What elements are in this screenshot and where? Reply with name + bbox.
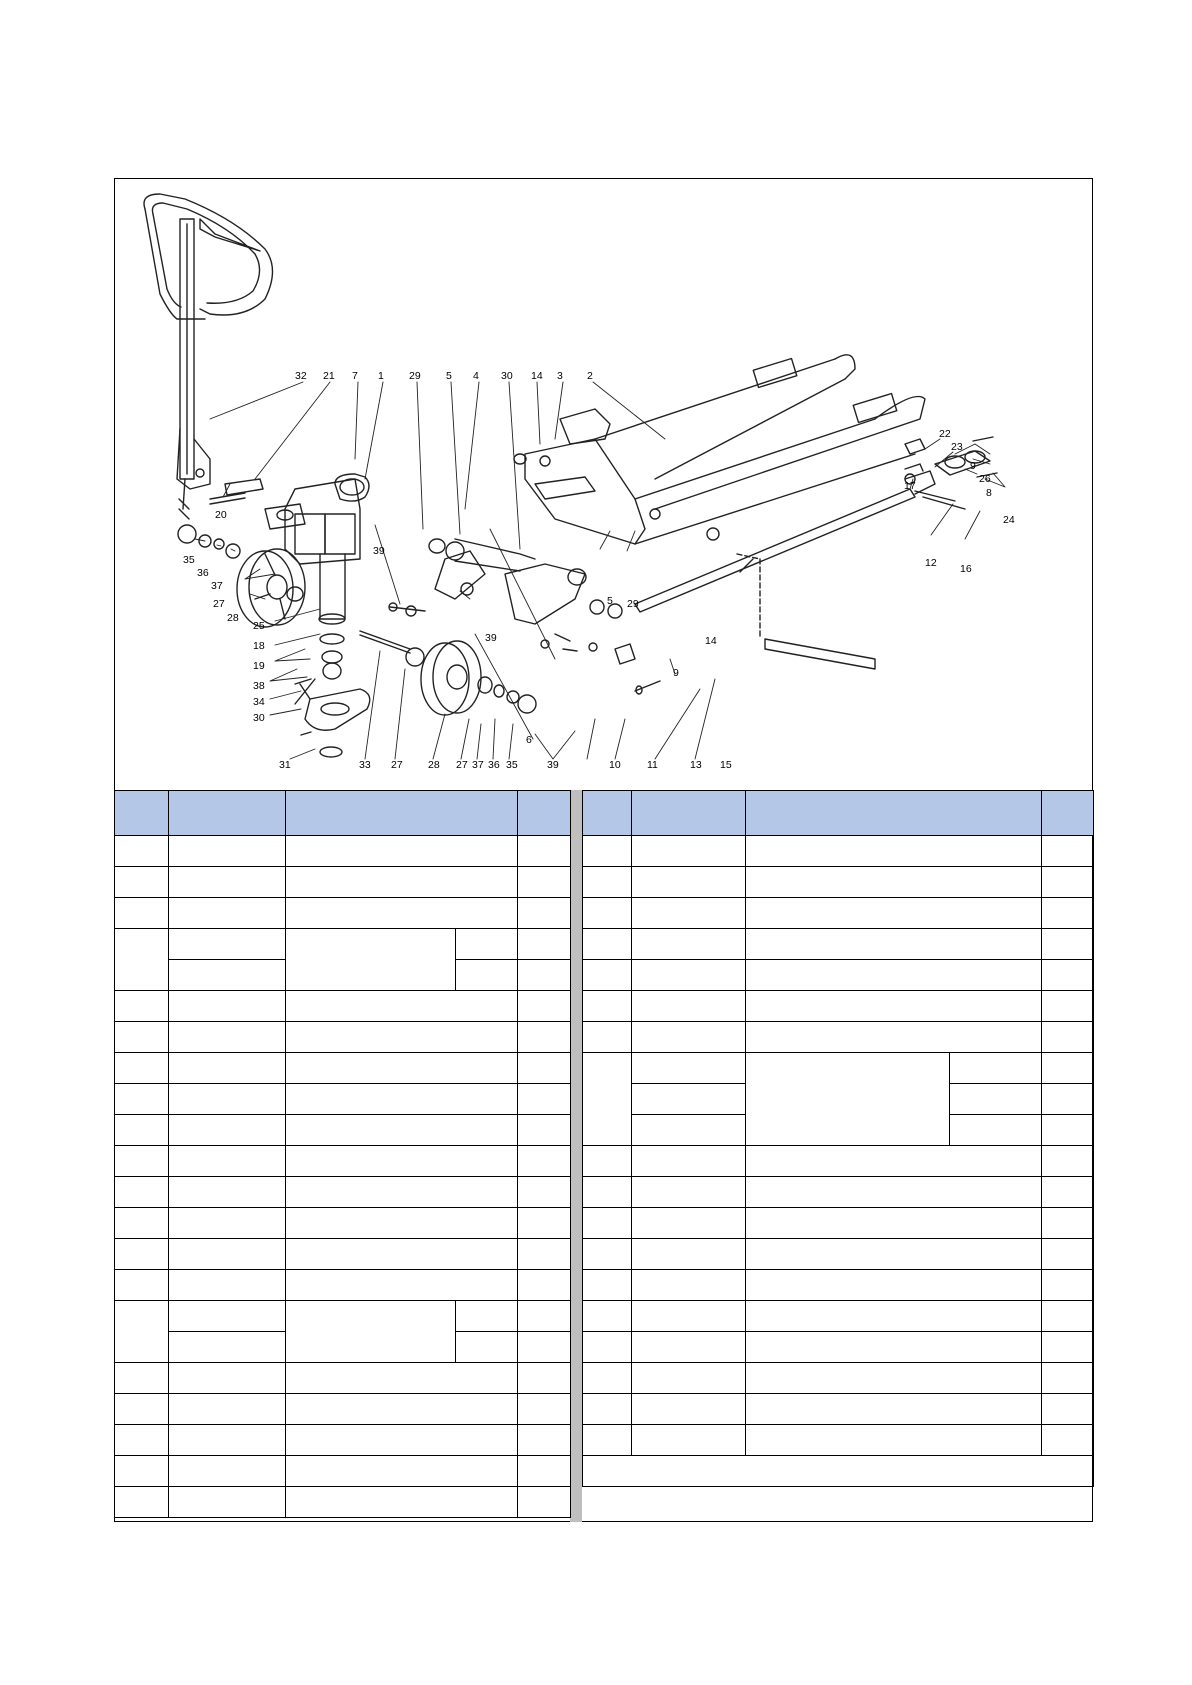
- table-cell: [115, 898, 169, 929]
- table-cell: [746, 960, 1042, 991]
- callout-label: 3: [557, 370, 563, 382]
- table-cell: [169, 1301, 286, 1332]
- table-cell: [286, 1115, 518, 1146]
- table-cell: [632, 1270, 746, 1301]
- header-cell: [1042, 791, 1094, 836]
- table-cell: [169, 1053, 286, 1084]
- header-cell: [169, 791, 286, 836]
- table-row: [583, 1394, 1094, 1425]
- table-cell: [169, 1208, 286, 1239]
- table-cell: [286, 991, 518, 1022]
- callout-label: 15: [720, 759, 732, 771]
- callout-labels: [183, 370, 1015, 771]
- table-cell: [115, 1301, 169, 1363]
- table-cell: [583, 1053, 632, 1146]
- callout-label: 28: [227, 612, 239, 624]
- table-cell: [286, 1363, 518, 1394]
- table-cell: [1042, 867, 1094, 898]
- table-cell: [286, 1456, 518, 1487]
- parts-table-left: [114, 790, 571, 1518]
- table-cell: [746, 1425, 1042, 1456]
- callout-label: 14: [705, 635, 717, 647]
- table-cell: [169, 929, 286, 960]
- table-cell: [286, 1208, 518, 1239]
- callout-label: 5: [446, 370, 452, 382]
- table-cell: [583, 1425, 632, 1456]
- callout-label: 38: [253, 680, 265, 692]
- table-cell: [746, 1363, 1042, 1394]
- table-cell: [169, 836, 286, 867]
- leader-lines: [195, 382, 1005, 759]
- table-cell: [286, 898, 518, 929]
- table-cell: [1042, 898, 1094, 929]
- table-row: [583, 929, 1094, 960]
- table-cell: [115, 1425, 169, 1456]
- callout-label: 36: [488, 759, 500, 771]
- table-cell: [746, 1239, 1042, 1270]
- table-cell: [950, 1115, 1042, 1146]
- table-cell: [632, 1363, 746, 1394]
- table-cell: [1042, 1239, 1094, 1270]
- callout-label: 10: [609, 759, 621, 771]
- table-cell: [286, 1301, 456, 1363]
- table-cell: [456, 960, 518, 991]
- callout-label: 37: [211, 580, 223, 592]
- table-cell: [746, 1022, 1042, 1053]
- table-cell: [169, 1456, 286, 1487]
- table-cell: [286, 1394, 518, 1425]
- table-row: [583, 1146, 1094, 1177]
- table-row: [115, 1425, 571, 1456]
- table-cell: [632, 1084, 746, 1115]
- callout-label: 39: [547, 759, 559, 771]
- callout-label: 27: [391, 759, 403, 771]
- callout-label: 6: [526, 734, 532, 746]
- table-cell: [115, 1208, 169, 1239]
- table-cell: [169, 1146, 286, 1177]
- table-cell: [583, 1394, 632, 1425]
- table-cell: [632, 1053, 746, 1084]
- table-row: [115, 898, 571, 929]
- table-cell: [456, 1301, 518, 1332]
- table-row: [583, 960, 1094, 991]
- table-cell: [583, 1208, 632, 1239]
- table-cell: [583, 867, 632, 898]
- table-row: [583, 836, 1094, 867]
- table-row: [583, 1425, 1094, 1456]
- table-cell: [518, 1332, 571, 1363]
- table-cell: [1042, 1115, 1094, 1146]
- callout-label: 32: [295, 370, 307, 382]
- table-row: [115, 1022, 571, 1053]
- table-cell: [169, 1363, 286, 1394]
- callout-label: 13: [690, 759, 702, 771]
- table-cell: [632, 1146, 746, 1177]
- table-cell: [518, 1208, 571, 1239]
- table-cell: [115, 1270, 169, 1301]
- right-wheel-drawing: [360, 631, 536, 715]
- table-cell: [518, 1487, 571, 1518]
- table-row: [115, 1301, 571, 1332]
- table-cell: [632, 1301, 746, 1332]
- table-cell: [583, 898, 632, 929]
- linkage-drawing: [389, 539, 660, 694]
- table-cell: [583, 1146, 632, 1177]
- table-cell: [456, 1332, 518, 1363]
- table-cell: [632, 1239, 746, 1270]
- table-cell: [746, 836, 1042, 867]
- swivel-plate-drawing: [295, 679, 370, 757]
- callout-label: 7: [352, 370, 358, 382]
- table-cell: [746, 1146, 1042, 1177]
- table-cell: [286, 1084, 518, 1115]
- table-cell: [746, 1301, 1042, 1332]
- table-cell: [286, 1239, 518, 1270]
- table-row: [583, 1177, 1094, 1208]
- callout-label: 39: [485, 632, 497, 644]
- callout-label: 37: [472, 759, 484, 771]
- table-cell: [518, 991, 571, 1022]
- header-cell: [746, 791, 1042, 836]
- table-cell: [1042, 1084, 1094, 1115]
- table-cell: [746, 1177, 1042, 1208]
- table-row: [115, 1053, 571, 1084]
- header-cell: [286, 791, 518, 836]
- table-cell: [1042, 1363, 1094, 1394]
- callout-label: 25: [253, 620, 265, 632]
- table-cell: [518, 960, 571, 991]
- table-cell: [583, 1270, 632, 1301]
- callout-label: 35: [506, 759, 518, 771]
- table-cell: [169, 867, 286, 898]
- table-cell: [1042, 1394, 1094, 1425]
- table-cell: [746, 1053, 950, 1146]
- table-cell: [169, 1394, 286, 1425]
- table-cell: [115, 1146, 169, 1177]
- parts-frame: [114, 178, 1093, 1522]
- table-row: [115, 1456, 571, 1487]
- table-cell: [583, 960, 632, 991]
- table-cell: [1042, 1270, 1094, 1301]
- table-cell: [1042, 929, 1094, 960]
- table-cell: [632, 898, 746, 929]
- table-row: [115, 991, 571, 1022]
- table-cell: [746, 991, 1042, 1022]
- table-cell: [632, 1022, 746, 1053]
- callout-label: 4: [473, 370, 479, 382]
- callout-label: 9: [673, 667, 679, 679]
- table-cell: [1042, 1177, 1094, 1208]
- table-cell: [632, 836, 746, 867]
- table-row: [115, 1084, 571, 1115]
- table-cell: [115, 991, 169, 1022]
- table-cell: [583, 929, 632, 960]
- callout-label: 31: [279, 759, 291, 771]
- callout-label: 22: [939, 428, 951, 440]
- table-cell: [632, 929, 746, 960]
- table-row: [115, 1270, 571, 1301]
- table-row: [583, 1053, 1094, 1084]
- callout-label: 35: [183, 554, 195, 566]
- table-cell: [746, 1270, 1042, 1301]
- table-cell: [115, 1115, 169, 1146]
- table-cell: [286, 1177, 518, 1208]
- table-row: [115, 1177, 571, 1208]
- table-cell: [518, 1363, 571, 1394]
- table-cell: [169, 1425, 286, 1456]
- table-cell: [115, 1053, 169, 1084]
- table-cell: [583, 991, 632, 1022]
- table-cell: [583, 1022, 632, 1053]
- table-separator: [570, 790, 582, 1522]
- table-cell: [746, 1394, 1042, 1425]
- table-cell: [518, 929, 571, 960]
- table-cell: [115, 1084, 169, 1115]
- table-cell: [1042, 1301, 1094, 1332]
- table-cell: [583, 1177, 632, 1208]
- table-row: [583, 1363, 1094, 1394]
- table-cell: [632, 1394, 746, 1425]
- table-cell: [169, 898, 286, 929]
- table-row: [583, 898, 1094, 929]
- callout-label: 26: [979, 473, 991, 485]
- table-cell: [286, 1270, 518, 1301]
- callout-label: 29: [627, 598, 639, 610]
- table-cell: [746, 867, 1042, 898]
- table-cell: [518, 867, 571, 898]
- table-cell: [1042, 1425, 1094, 1456]
- callout-label: 24: [1003, 514, 1015, 526]
- table-cell: [950, 1084, 1042, 1115]
- table-row: [115, 1208, 571, 1239]
- table-row: [583, 991, 1094, 1022]
- table-row: [115, 1239, 571, 1270]
- handle-drawing: [144, 194, 273, 519]
- table-cell: [518, 1084, 571, 1115]
- table-cell: [286, 1022, 518, 1053]
- exploded-parts-diagram: [115, 179, 1092, 789]
- table-cell: [169, 1487, 286, 1518]
- callout-label: 36: [197, 567, 209, 579]
- pushrod-drawing: [635, 437, 997, 669]
- table-cell: [1042, 1146, 1094, 1177]
- table-cell: [115, 1022, 169, 1053]
- callout-label: 34: [253, 696, 265, 708]
- table-cell: [632, 867, 746, 898]
- table-cell: [518, 836, 571, 867]
- callout-label: 27: [456, 759, 468, 771]
- table-row: [115, 1394, 571, 1425]
- table-row: [583, 1208, 1094, 1239]
- table-cell: [518, 898, 571, 929]
- table-cell: [115, 836, 169, 867]
- table-cell: [286, 836, 518, 867]
- callout-label: 8: [986, 487, 992, 499]
- table-cell: [115, 867, 169, 898]
- table-row: [583, 1456, 1094, 1487]
- table-cell: [169, 1084, 286, 1115]
- table-cell: [286, 867, 518, 898]
- callout-label: 11: [647, 759, 658, 771]
- table-row: [583, 1239, 1094, 1270]
- table-cell: [518, 1053, 571, 1084]
- table-cell: [286, 1146, 518, 1177]
- table-cell: [456, 929, 518, 960]
- table-cell: [169, 1022, 286, 1053]
- callout-label: 5: [607, 595, 613, 607]
- table-header: [115, 791, 571, 836]
- table-cell: [518, 1177, 571, 1208]
- callout-label: 14: [531, 370, 543, 382]
- table-cell: [286, 1425, 518, 1456]
- table-row: [115, 1115, 571, 1146]
- table-row: [115, 929, 571, 960]
- callout-label: 30: [253, 712, 265, 724]
- callout-label: 1: [378, 370, 384, 382]
- table-cell: [169, 991, 286, 1022]
- table-cell: [115, 1394, 169, 1425]
- callout-label: 27: [213, 598, 225, 610]
- table-cell: [1042, 1208, 1094, 1239]
- table-cell: [632, 960, 746, 991]
- table-cell: [632, 1115, 746, 1146]
- callout-label: 20: [215, 509, 227, 521]
- table-cell: [518, 1301, 571, 1332]
- table-cell: [115, 929, 169, 991]
- table-row: [115, 836, 571, 867]
- table-cell: [632, 1208, 746, 1239]
- callout-label: 19: [253, 660, 265, 672]
- table-cell: [1042, 1022, 1094, 1053]
- header-cell: [583, 791, 632, 836]
- table-cell: [746, 1208, 1042, 1239]
- table-cell: [169, 1239, 286, 1270]
- header-cell: [518, 791, 571, 836]
- table-cell: [1042, 1053, 1094, 1084]
- table-row: [115, 1146, 571, 1177]
- table-cell: [583, 1301, 632, 1332]
- callout-label: 29: [409, 370, 421, 382]
- table-cell: [169, 1332, 286, 1363]
- pump-body-drawing: [210, 474, 369, 679]
- callout-label: 17: [904, 480, 916, 492]
- callout-label: 23: [951, 441, 963, 453]
- table-header: [583, 791, 1094, 836]
- table-cell: [632, 991, 746, 1022]
- table-cell: [1042, 960, 1094, 991]
- table-cell: [518, 1394, 571, 1425]
- table-row: [583, 1332, 1094, 1363]
- table-cell: [115, 1363, 169, 1394]
- header-cell: [115, 791, 169, 836]
- callout-label: 30: [501, 370, 513, 382]
- callout-label: 12: [925, 557, 937, 569]
- table-row: [583, 1270, 1094, 1301]
- table-cell: [1042, 991, 1094, 1022]
- callout-label: 2: [587, 370, 593, 382]
- table-cell: [115, 1239, 169, 1270]
- table-cell: [286, 1487, 518, 1518]
- table-cell: [1042, 1332, 1094, 1363]
- table-cell: [518, 1456, 571, 1487]
- table-cell: [286, 929, 456, 991]
- table-cell: [115, 1177, 169, 1208]
- table-cell: [169, 1115, 286, 1146]
- table-cell: [583, 1332, 632, 1363]
- table-cell: [632, 1177, 746, 1208]
- table-row: [583, 1022, 1094, 1053]
- table-cell: [518, 1146, 571, 1177]
- table-cell: [746, 1332, 1042, 1363]
- table-cell: [169, 1270, 286, 1301]
- table-cell: [169, 1177, 286, 1208]
- callout-label: 21: [323, 370, 335, 382]
- table-cell: [632, 1425, 746, 1456]
- table-cell: [115, 1487, 169, 1518]
- callout-label: 28: [428, 759, 440, 771]
- table-cell: [746, 898, 1042, 929]
- table-cell: [746, 929, 1042, 960]
- fork-frame-drawing: [514, 355, 925, 544]
- callout-label: 18: [253, 640, 265, 652]
- header-cell: [632, 791, 746, 836]
- table-cell: [583, 836, 632, 867]
- table-cell: [286, 1053, 518, 1084]
- parts-table-right: [582, 790, 1094, 1487]
- table-cell: [518, 1425, 571, 1456]
- table-cell: [518, 1270, 571, 1301]
- table-cell: [518, 1239, 571, 1270]
- table-cell: [632, 1332, 746, 1363]
- table-cell: [518, 1115, 571, 1146]
- table-cell: [950, 1053, 1042, 1084]
- table-cell: [583, 1239, 632, 1270]
- table-row: [115, 1363, 571, 1394]
- table-cell: [169, 960, 286, 991]
- table-row: [115, 1487, 571, 1518]
- table-cell: [115, 1456, 169, 1487]
- callout-label: 16: [960, 563, 972, 575]
- table-cell: [583, 1363, 632, 1394]
- table-row: [583, 867, 1094, 898]
- table-row: [583, 1301, 1094, 1332]
- callout-label: 39: [373, 545, 385, 557]
- callout-label: 33: [359, 759, 371, 771]
- callout-label: 9: [970, 460, 976, 472]
- table-cell: [518, 1022, 571, 1053]
- table-cell: [1042, 836, 1094, 867]
- table-row: [115, 867, 571, 898]
- table-cell: [583, 1456, 1094, 1487]
